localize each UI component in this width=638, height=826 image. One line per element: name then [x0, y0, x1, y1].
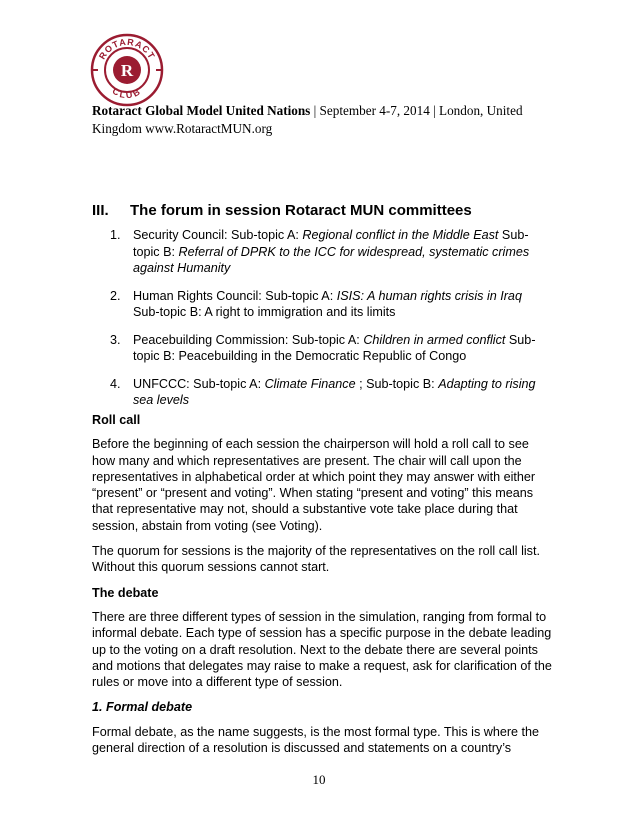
- formal-debate-paragraph-1: Formal debate, as the name suggests, is the most formal type. This is where the general direction of a resolution is discussed and statements on a country’s: [92, 724, 540, 756]
- debate-heading: The debate: [92, 585, 159, 600]
- section-title: The forum in session Rotaract MUN committees: [130, 202, 472, 219]
- roll-call-paragraph-1: Before the beginning of each session the chairperson will hold a roll call to see how many and which representatives are present. The chair will call upon the representatives in alphabetical order at which point they may answer with either “present” or “present and voting”. When stating “present and voting” this means that representative may not, should a substantive vote take place during that session, abstain from voting (see Voting).: [92, 437, 536, 533]
- list-text: Human Rights Council: Sub-topic A:: [133, 288, 337, 303]
- list-text: Peacebuilding Commission: Sub-topic A:: [133, 332, 364, 347]
- section-heading: [92, 201, 472, 221]
- committee-list: [110, 227, 550, 420]
- list-text: Sub-topic B: Peacebuilding in the Democratic Republic of Congo: [133, 332, 536, 363]
- svg-text:CLUB: [111, 86, 144, 101]
- debate-paragraph-1: There are three different types of session in the simulation, ranging from formal to informal debate. Each type of session has a specific purpose in the debate leading up to the voting on a draft resolution. Next to the debate there are several points and motions that delegates may raise to make a request, ask for clarification of the rules or move into a different type of session.: [92, 609, 552, 690]
- list-topic-italic: ISIS: A human rights crisis in Iraq: [336, 288, 522, 303]
- list-number: 2.: [110, 288, 121, 303]
- list-topic-italic: Children in armed conflict: [363, 332, 506, 347]
- logo-top-text: ROTARACT: [96, 36, 158, 62]
- roll-call-heading: Roll call: [92, 413, 141, 427]
- list-item: [110, 288, 550, 321]
- list-number: 3.: [110, 332, 121, 347]
- list-text: Sub-topic B:: [133, 228, 529, 259]
- list-text: Sub-topic B: A right to immigration and its limits: [133, 305, 396, 319]
- document-header: [92, 102, 552, 138]
- list-item: [110, 376, 550, 409]
- list-topic-italic: Adapting to rising sea levels: [133, 376, 536, 407]
- list-text: ; Sub-topic B:: [355, 376, 439, 391]
- list-text: UNFCCC: Sub-topic A:: [133, 376, 265, 391]
- document-body: [92, 412, 552, 765]
- roll-call-paragraph-2: The quorum for sessions is the majority of the representatives on the roll call list. Without this quorum sessions cannot start.: [92, 544, 540, 575]
- logo-monogram: R: [120, 61, 134, 80]
- logo-bottom-text: CLUB: [110, 85, 144, 101]
- list-topic-italic: Referral of DPRK to the ICC for widespread, systematic crimes against Humanity: [133, 244, 530, 275]
- rotaract-logo: [90, 33, 164, 107]
- header-details: | September 4-7, 2014 | London, United Kingdom www.RotaractMUN.org: [92, 103, 523, 136]
- list-number: 4.: [110, 376, 121, 391]
- list-number: 1.: [110, 228, 121, 242]
- list-text: Security Council: Sub-topic A:: [133, 228, 303, 242]
- header-org: Rotaract Global Model United Nations: [92, 103, 311, 118]
- section-number: III.: [92, 202, 109, 219]
- page-number: 10: [312, 772, 326, 787]
- list-topic-italic: Regional conflict in the Middle East: [302, 228, 499, 242]
- list-item: [110, 227, 550, 277]
- formal-debate-heading: 1. Formal debate: [92, 700, 193, 715]
- list-item: [110, 332, 550, 365]
- list-topic-italic: Climate Finance: [264, 376, 356, 391]
